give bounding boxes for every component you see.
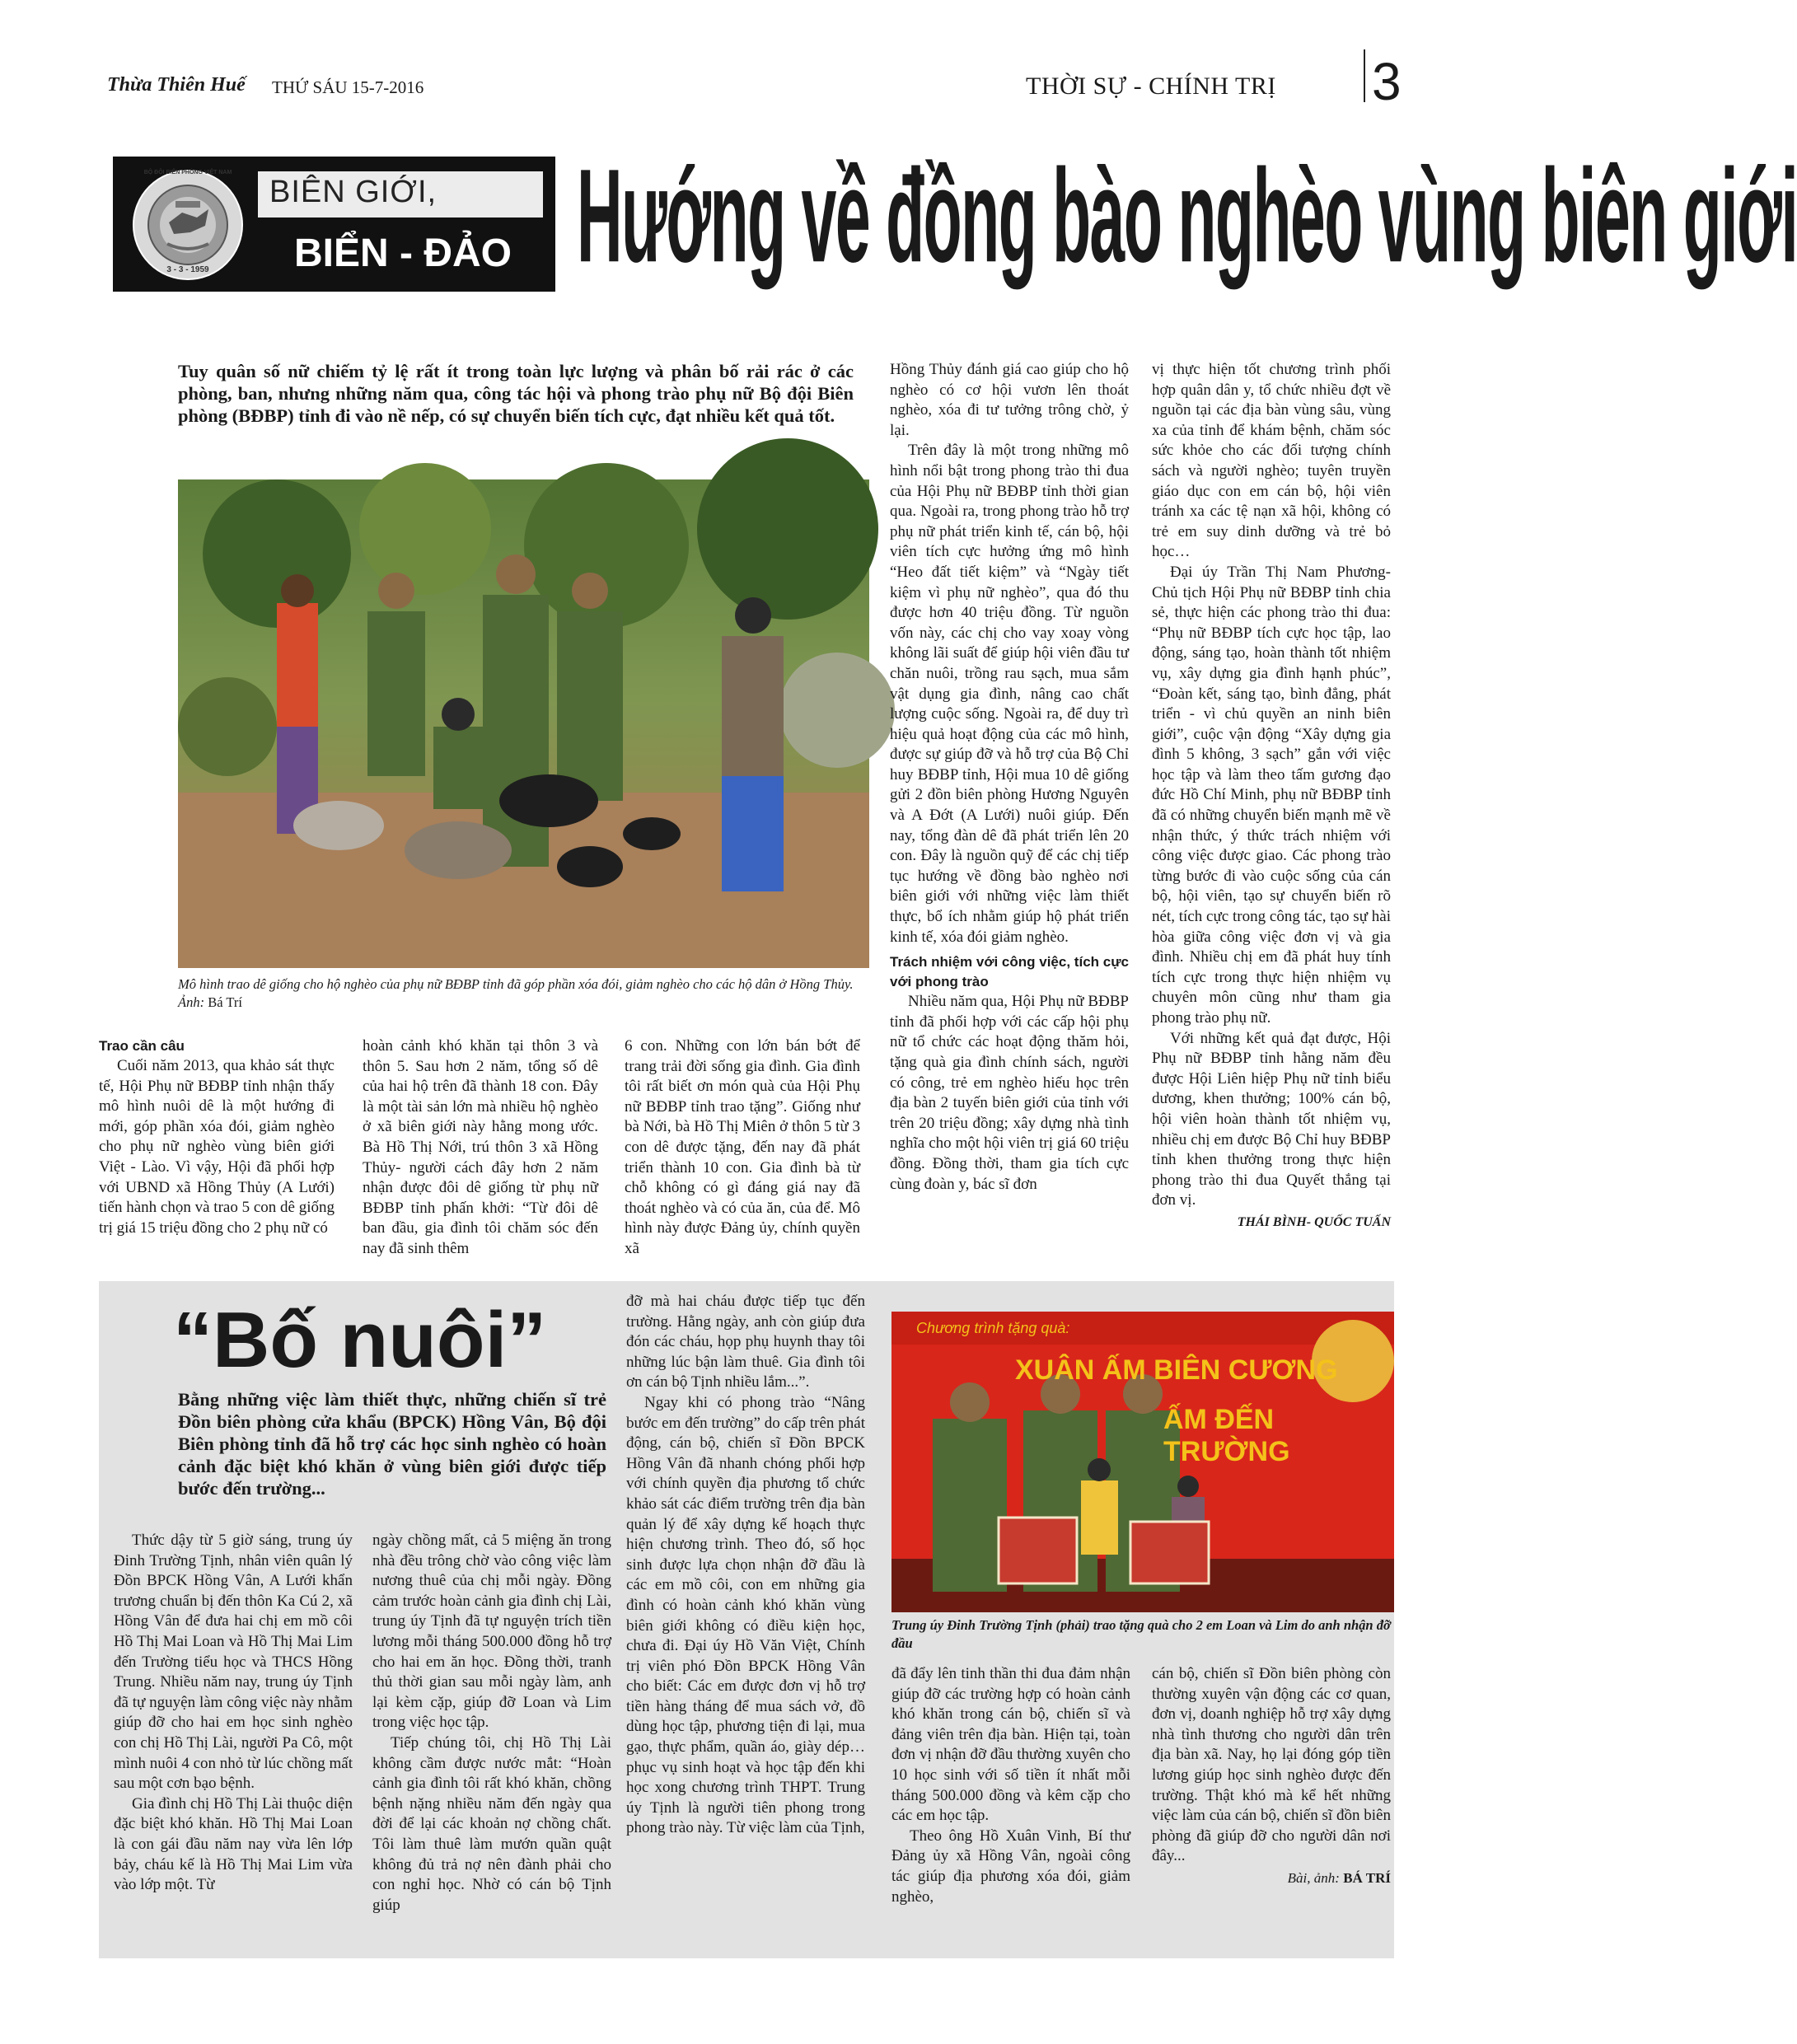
header-divider [1364,49,1365,102]
article1-col5-p2: Đại úy Trần Thị Nam Phương- Chủ tịch Hội Phụ nữ BĐBP tỉnh chia sẻ, thực hiện các phong trào thi đua: “Phụ nữ BĐBP tích cực học tập, lao động, sáng tạo, hoàn thành tốt nhiệm vụ, xây dựng gia đình hạnh phúc”, “Đoàn kết, sáng tạo, bình đẳng, phát triển - vì chủ quyền an ninh biên giới”, cuộc vận động “Xây dựng gia đình 5 không, 3 sạch” gắn với việc học tập và làm theo tấm gương đạo đức Hồ Chí Minh, phụ nữ BĐBP tỉnh đã có những chuyển biến mạnh mẽ về nhận thức, ý thức trách nhiệm với công việc được giao. Các phong trào từng bước đi vào cuộc sống của cán bộ, hội viên, tạo sự chuyển biến rõ nét, tích cực trong công tác, tạo sự hài hòa giữa công việc đơn vị và gia đình. Nhiều chị em đã phát huy tính tích cực trong thực hiện nhiệm vụ chuyên môn cũng như tham gia phong trào phụ nữ. [1152,563,1391,1027]
gift-banner-line2: ẤM ĐẾN TRƯỜNG [1163,1404,1290,1467]
article2-col4-p2: Theo ông Hồ Xuân Vinh, Bí thư Đảng ủy xã Hồng Vân, ngoài công tác giúp địa phương xóa đói, giảm nghèo, [891,1827,1130,1906]
article1-byline: THÁI BÌNH- QUỐC TUẤN [1237,1214,1391,1229]
gift-banner-program: Chương trình tặng quà: [916,1320,1070,1336]
article1-col1-text: Cuối năm 2013, qua khảo sát thực tế, Hội Phụ nữ BĐBP tỉnh nhận thấy mô hình nuôi dê là một hướng đi mới, góp phần xóa đói, giảm nghèo cho phụ nữ nghèo vùng biên giới Việt - Lào. Vì vậy, Hội đã phối hợp với UBND xã Hồng Thủy (A Lưới) tiến hành chọn và trao 5 con dê giống trị giá 15 triệu đồng cho 2 phụ nữ có [99,1057,335,1237]
article1-col4 [890,360,1129,1195]
gift-banner-line1: XUÂN ẤM BIÊN CƯƠNG [1015,1354,1338,1386]
article2-col5 [1152,1664,1391,1889]
article2-byline [1152,1869,1391,1889]
border-guard-emblem [131,168,245,282]
issue-date: THỨ SÁU 15-7-2016 [272,77,424,97]
article2-col4-p1: đã đẩy lên tinh thần thi đua đảm nhận giúp đỡ các trường hợp có hoàn cảnh khó khăn trong cán bộ, chiến sĩ và đảng viên trên địa bàn. Hiện tại, toàn đơn vị nhận đỡ đầu thường xuyên cho 10 học sinh với số tiền ít nhất mỗi tháng 500.000 đồng và kêm cặp cho các em học tập. [891,1665,1130,1825]
article2-col1 [114,1531,353,1896]
goat-photo-caption [178,975,869,1012]
rubric-line1-text: BIÊN GIỚI, [269,175,438,209]
article1-sapo: Tuy quân số nữ chiếm tỷ lệ rất ít trong toàn lực lượng và phân bố rải rác ở các phòng, ban, nhưng những năm qua, công tác hội và phong trào phụ nữ Bộ đội Biên phòng (BĐBP) tỉnh đi vào nề nếp, có sự chuyển biến tích cực, đạt nhiều kết quả tốt. [178,361,854,426]
article1-col4-p3: Nhiều năm qua, Hội Phụ nữ BĐBP tỉnh đã phối hợp với các cấp hội phụ nữ tổ chức các hoạt động thăm hỏi, tặng quà gia đình chính sách, người có công, trẻ em nghèo hiếu học trên địa bàn 2 tuyến biên giới của tỉnh với trên 20 triệu đồng; xây dựng nhà tình nghĩa cho một hội viên trị giá 60 triệu đồng. Đồng thời, tham gia tích cực cùng đoàn y, bác sĩ đơn [890,993,1129,1193]
page-header [107,52,1402,111]
goat-photo-caption-text: Mô hình trao dê giống cho hộ nghèo của phụ nữ BĐBP tỉnh đã góp phần xóa đói, giảm nghèo cho các hộ dân ở Hồng Thủy. [178,976,854,992]
subhead-trao-can-cau: Trao cần câu [99,1038,185,1054]
article2-col4 [891,1664,1130,1907]
article1-col2-text: hoàn cảnh khó khăn tại thôn 3 và thôn 5. Sau hơn 2 năm, tổng số dê của hai hộ trên đã thành 18 con. Đây là một tài sản lớn mà nhiều hộ nghèo ở xã biên giới này hằng mong ước. Bà Hồ Thị Nới, trú thôn 3 xã Hồng Thủy- người cách đây hơn 2 năm nhận được đôi dê giống từ phụ nữ BĐBP tỉnh phấn khởi: “Từ đôi dê ban đầu, gia đình tôi chăm sóc đến nay đã sinh thêm [363,1037,598,1257]
article2-col3-p1: đỡ mà hai cháu được tiếp tục đến trường. Hằng ngày, anh còn giúp đưa đón các cháu, họp phụ huynh thay tôi những lúc bận làm thuê. Gia đình tôi ơn cán bộ Tịnh nhiều lắm...”. [626,1293,865,1392]
article2-byline-author: BÁ TRÍ [1343,1869,1391,1886]
article2-col3 [626,1292,865,1839]
article2-byline-label: Bài, ảnh: [1287,1869,1340,1886]
goat-photo-credit: Bá Trí [208,994,242,1010]
gift-photo-caption: Trung úy Đinh Trường Tịnh (phải) trao tặng quà cho 2 em Loan và Lim do anh nhận đỡ đầu [891,1617,1391,1651]
rubric-line2-text: BIỂN - ĐẢO [294,232,512,275]
article1-col2 [363,1036,598,1260]
article1-col5-p1: vị thực hiện tốt chương trình phối hợp quân dân y, tổ chức nhiều đợt về nguồn tại các địa bàn vùng sâu, vùng xa của tỉnh để khám bệnh, chăm sóc sức khỏe cho các đối tượng chính sách và người nghèo; tuyên truyền giáo dục con em cán bộ, hội viên tránh xa các tệ nạn xã hội, không có trẻ em suy dinh dưỡng và trẻ bỏ học… [1152,361,1391,561]
section-name: THỜI SỰ - CHÍNH TRỊ [1026,72,1276,100]
article2-col5-p1: cán bộ, chiến sĩ Đồn biên phòng còn thường xuyên vận động các cơ quan, đơn vị, doanh nghiệp hỗ trợ xây dựng nhà tình thương cho người dân trên địa bàn xã. Nay, họ lại đóng góp tiền lương giúp học sinh nghèo được đến trường. Thật khó mà kể hết những việc làm của cán bộ, chiến sĩ đồn biên phòng đã giúp đỡ cho người dân nơi đây... [1152,1665,1391,1865]
article1-col5-p3: Với những kết quả đạt được, Hội Phụ nữ BĐBP tỉnh hằng năm đều được Hội Liên hiệp Phụ nữ tỉnh biểu dương, khen thưởng; 100% cán bộ, hội viên hoàn thành tốt nhiệm vụ, nhiều chị em được Bộ Chỉ huy BĐBP tỉnh khen thưởng trong thực hiện phong trào thi đua Quyết thắng tại đơn vị. [1152,1029,1391,1209]
goat-photo-credit-label: Ảnh: [178,994,205,1010]
article1-col5 [1152,360,1391,1233]
article2-headline: “Bố nuôi” [173,1296,547,1384]
article1-col3-text: 6 con. Những con lớn bán bớt để trang trải đời sống gia đình. Gia đình tôi rất biết ơn món quà của Hội Phụ nữ BĐBP tỉnh trao tặng”. Giống như bà Nới, bà Hồ Thị Miên ở thôn 5 từ 3 con dê được tặng, đến nay đã phát triển thành 10 con. Gia đình bà từ chỗ không có gì đáng giá nay đã thoát nghèo và có của ăn, của để. Mô hình này được Đảng ủy, chính quyền xã [625,1037,860,1257]
article1-headline-wrap [577,140,1797,330]
article2-col1-p1: Thức dậy từ 5 giờ sáng, trung úy Đinh Trường Tịnh, nhân viên quân lý Đồn BPCK Hồng Vân, A Lưới khẩn trương chuẩn bị đến thôn Ka Cú 2, xã Hồng Vân để đưa hai chị em mồ côi Hồ Thị Mai Loan và Hồ Thị Mai Lim đến Trường tiểu học và THCS Hồng Trung. Nhiều năm nay, trung úy Tịnh đã tự nguyện làm công việc này nhằm giúp đỡ cho hai em học sinh nghèo con chị Hồ Thị Lài, người Pa Cô, một mình nuôi 4 con nhỏ từ lúc chồng mất sau một cơn bạo bệnh. [114,1532,353,1793]
gift-photo [891,1312,1394,1612]
article2-col3-p2: Ngay khi có phong trào “Nâng bước em đến trường” do cấp trên phát động, cán bộ, chiến sĩ Đồn BPCK Hồng Vân đã nhanh chóng phối hợp với chính quyền địa phương tổ chức khảo sát các điểm trường trên địa bàn quản lý để xây dựng kế hoạch thực hiện chương trình. Theo đó, số học sinh được lựa chọn nhận đỡ đầu là các em mồ côi, con em những gia đình có hoàn cảnh khó khăn vùng biên giới không có điều kiện học, chưa đi. Đại úy Hồ Văn Việt, Chính trị viên phó Đồn BPCK Hồng Vân cho biết: Các em được đơn vị hỗ trợ tiền hàng tháng để mua sách vở, đồ dùng học tập, phương tiện đi lại, mua gạo, thực phẩm, quần áo, giày dép… phục vụ sinh hoạt và học tập đến khi học xong chương trình THPT. Trung úy Tịnh là người tiên phong trong phong trào này. Từ việc làm của Tịnh, [626,1393,865,1837]
rubric-box [113,157,555,292]
article2-sapo: Bằng những việc làm thiết thực, những chiến sĩ trẻ Đồn biên phòng cửa khẩu (BPCK) Hồng Vân, Bộ đội Biên phòng tỉnh đã hỗ trợ các học sinh nghèo có hoàn cảnh đặc biệt khó khăn ở vùng biên giới được tiếp bước đến trường... [178,1389,606,1499]
article2-col2-p1: ngày chồng mất, cả 5 miệng ăn trong nhà đều trông chờ vào công việc làm nương thuê của chị mỗi ngày. Đồng cảm trước hoàn cảnh gia đình chị Lài, trung úy Tịnh đã tự nguyện trích tiền lương mỗi tháng 500.000 đồng hỗ trợ cho hai em ăn học. Đồng thời, tranh thủ thời gian sau mỗi ngày làm, anh lại kèm cặp, giúp đỡ Loan và Lim trong việc học tập. [372,1532,611,1732]
paper-name: Thừa Thiên Huế [107,74,246,96]
article1-col4-p1: Hồng Thủy đánh giá cao giúp cho hộ nghèo có cơ hội vươn lên thoát nghèo, xóa đi tư tưởng trông chờ, ỷ lại. [890,361,1129,439]
emblem-top-text: BỘ ĐỘI BIÊN PHÒNG VIỆT NAM [143,170,232,175]
article2-col2 [372,1531,611,1915]
article1-col1 [99,1036,335,1238]
article1-col4-p2: Trên đây là một trong những mô hình nổi bật trong phong trào thi đua của Hội Phụ nữ BĐBP tỉnh thời gian qua. Ngoài ra, trong phong trào hỗ trợ phụ nữ phát triển kinh tế, cán bộ, hội viên tích cực hưởng ứng mô hình “Heo đất tiết kiệm” và “Ngày tiết kiệm vì phụ nữ nghèo”, qua đó thu được hơn 40 triệu đồng. Từ nguồn vốn này, các chị cho vay xoay vòng không lãi suất để giúp hội viên đầu tư chăn nuôi, trồng rau sạch, mua sắm vật dụng gia đình, nâng cao chất lượng cuộc sống. Ngoài ra, để duy trì hiệu quả hoạt động của các mô hình, được sự giúp đỡ và hỗ trợ của Bộ Chỉ huy BĐBP tỉnh, Hội mua 10 dê giống gửi 2 đồn biên phòng Hương Nguyên và A Đớt (A Lưới) nuôi giúp. Đến nay, tổng đàn dê đã phát triển lên 20 con. Đây là nguồn quỹ để các chị tiếp tục hướng về đồng bào nghèo nơi biên giới với những việc làm thiết thực, bổ ích nhằm giúp hộ phát triển kinh tế, xóa đói giảm nghèo. [890,442,1129,946]
page-number: 3 [1372,52,1402,111]
article1-col3 [625,1036,860,1260]
emblem-date: 3 - 3 - 1959 [166,265,209,274]
article1-headline: Hướng về đồng bào nghèo vùng biên giới [577,143,1797,291]
subhead-trach-nhiem: Trách nhiệm với công việc, tích cực với phong trào [890,954,1129,990]
article2-col2-p2: Tiếp chúng tôi, chị Hồ Thị Lài không cầm được nước mắt: “Hoàn cảnh gia đình tôi rất khó khăn, chồng bệnh nặng nhiều năm đến ngày qua đời để lại các khoản nợ chồng chất. Tôi làm thuê làm mướn quần quật không đủ trả nợ nên đành phải cho con nghỉ học. Nhờ có cán bộ Tịnh giúp [372,1733,611,1914]
article2-col1-p2: Gia đình chị Hồ Thị Lài thuộc diện đặc biệt khó khăn. Hồ Thị Mai Loan là con gái đầu năm nay vừa lên lớp bảy, cháu kế là Hồ Thị Mai Lim vừa vào lớp một. Từ [114,1794,353,1894]
goat-photo [178,479,869,968]
